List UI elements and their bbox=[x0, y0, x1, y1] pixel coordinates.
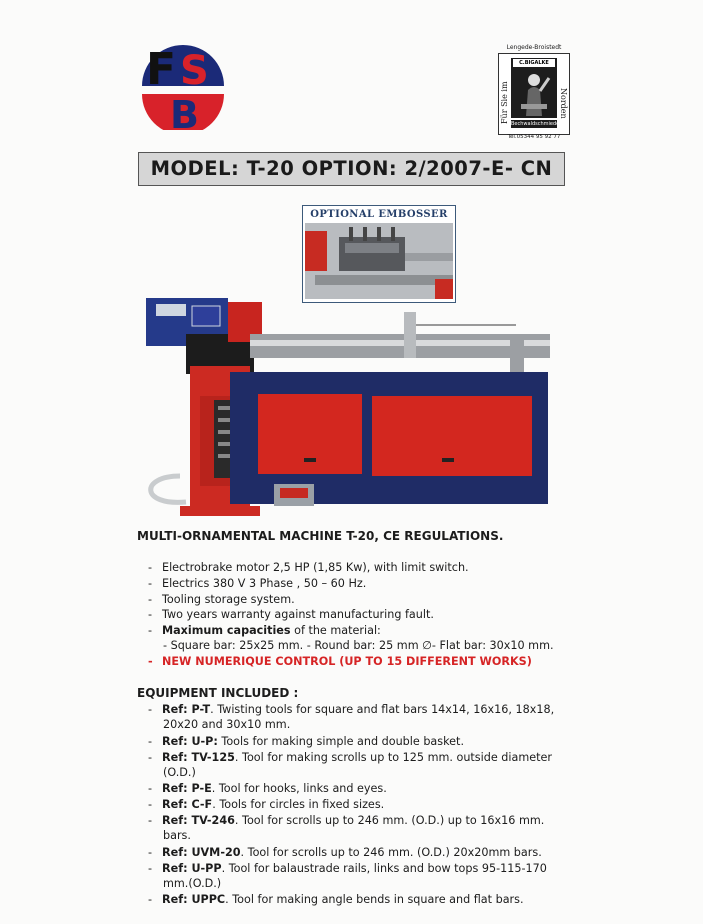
equipment-item-cont: (O.D.) bbox=[163, 766, 196, 779]
model-header: MODEL: T-20 OPTION: 2/2007-E- CN bbox=[138, 152, 565, 186]
blacksmith-figure bbox=[511, 58, 557, 118]
svg-text:S: S bbox=[180, 48, 209, 94]
embosser-photo bbox=[305, 223, 453, 299]
embosser-inset bbox=[302, 205, 456, 303]
equipment-title: EQUIPMENT INCLUDED : bbox=[137, 686, 299, 700]
stamp-side-left: Für Sie im bbox=[500, 81, 509, 125]
stamp-name: C.BIGALKE bbox=[513, 59, 555, 67]
equipment-item-cont: bars. bbox=[163, 829, 191, 842]
stamp-location: Lengede-Broistedt bbox=[506, 44, 562, 51]
stamp-phone: Tel.05344 95 92 77 bbox=[507, 134, 561, 140]
equipment-item-cont: 20x20 and 30x10 mm. bbox=[163, 718, 291, 731]
svg-text:F: F bbox=[146, 44, 177, 95]
dealer-stamp bbox=[498, 44, 570, 142]
embosser-label: OPTIONAL EMBOSSER bbox=[310, 209, 448, 220]
svg-text:B: B bbox=[170, 93, 199, 130]
fsb-logo bbox=[138, 44, 228, 130]
stamp-shop: Bechwaldschmiede bbox=[511, 121, 560, 127]
stamp-side-right: Norden bbox=[559, 87, 568, 119]
machine-photo bbox=[140, 296, 550, 522]
equipment-item-cont: mm.(O.D.) bbox=[163, 877, 222, 890]
machine-title: MULTI-ORNAMENTAL MACHINE T-20, CE REGULATIONS. bbox=[137, 529, 504, 543]
capacities-line: - Square bar: 25x25 mm. - Round bar: 25 mm ∅- Flat bar: 30x10 mm. bbox=[163, 639, 554, 652]
